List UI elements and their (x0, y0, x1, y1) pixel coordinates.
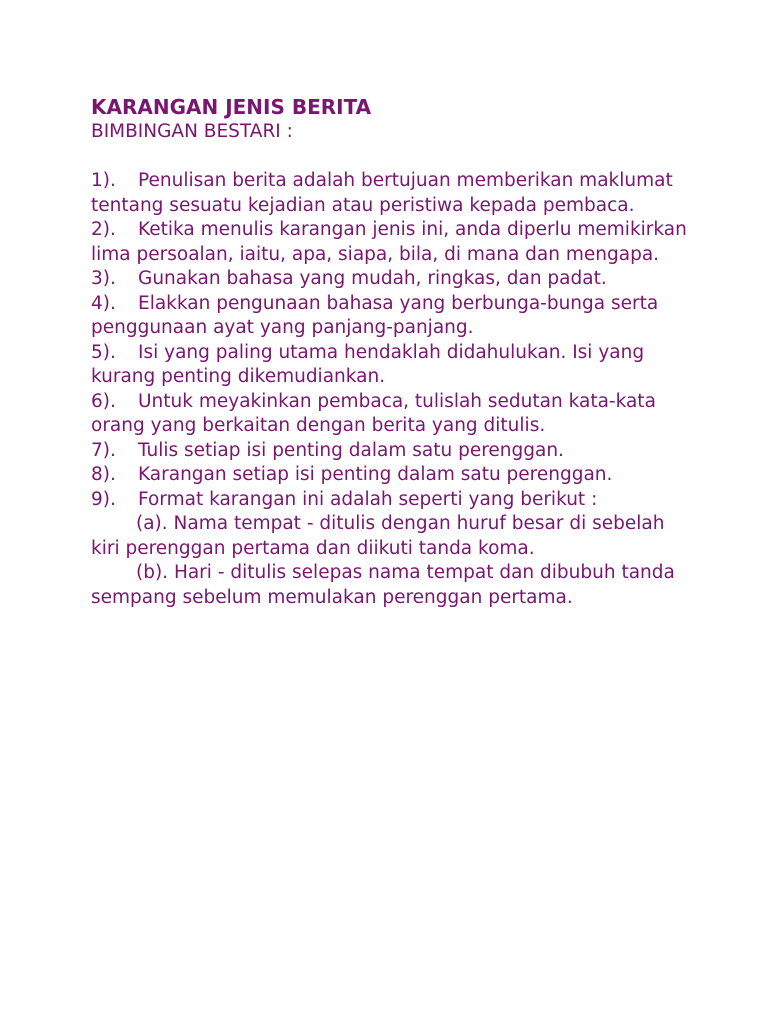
list-item (91, 390, 691, 439)
blank-line (91, 145, 691, 170)
sub-item: (b). Hari - ditulis selepas nama tempat dan dibubuh tanda sempang sebelum memulakan perenggan pertama. (91, 562, 675, 608)
list-item-text: Format karangan ini adalah seperti yang berikut : (138, 488, 598, 510)
list-item-number: 6). (91, 390, 116, 412)
list-item (91, 292, 691, 341)
sub-item: (a). Nama tempat - ditulis dengan huruf besar di sebelah kiri perenggan pertama dan diikuti tanda koma. (91, 513, 665, 559)
list-item-number: 9). (91, 488, 116, 510)
list-item-number: 4). (91, 292, 116, 314)
list-item-text: Tulis setiap isi penting dalam satu perenggan. (138, 439, 564, 461)
list-item (91, 169, 691, 218)
list-item (91, 488, 691, 513)
document-title: KARANGAN JENIS BERITA (91, 95, 372, 119)
list-item (91, 439, 691, 464)
list-item-number: 3). (91, 268, 116, 289)
list-item-text: Ketika menulis karangan jenis ini, anda diperlu memikirkan lima persoalan, iaitu, apa, siapa, bila, di mana dan mengapa. (91, 219, 687, 265)
list-item-text: Untuk meyakinkan pembaca, tulislah sedutan kata-kata orang yang berkaitan dengan berita yang ditulis. (91, 390, 656, 436)
list-item (91, 267, 691, 292)
list-item (91, 341, 691, 390)
list-item-text: Elakkan pengunaan bahasa yang berbunga-bunga serta penggunaan ayat yang panjang-panjang. (91, 292, 659, 338)
list-item-text: Karangan setiap isi penting dalam satu perenggan. (138, 464, 613, 485)
list-item-number: 7). (91, 439, 116, 461)
list-item-number: 2). (91, 219, 116, 240)
list-item-text: Gunakan bahasa yang mudah, ringkas, dan padat. (138, 268, 607, 289)
list-item-text: Penulisan berita adalah bertujuan memberikan maklumat tentang sesuatu kejadian atau peristiwa kepada pembaca. (91, 170, 673, 216)
list-item-number: 5). (91, 341, 116, 363)
document-subtitle: BIMBINGAN BESTARI : (91, 121, 293, 142)
list-item (91, 463, 691, 488)
list-item-number: 8). (91, 464, 116, 485)
document-body (91, 94, 691, 610)
list-item-number: 1). (91, 170, 116, 191)
list-item (91, 218, 691, 267)
list-item-text: Isi yang paling utama hendaklah didahulukan. Isi yang kurang penting dikemudiankan. (91, 341, 645, 387)
